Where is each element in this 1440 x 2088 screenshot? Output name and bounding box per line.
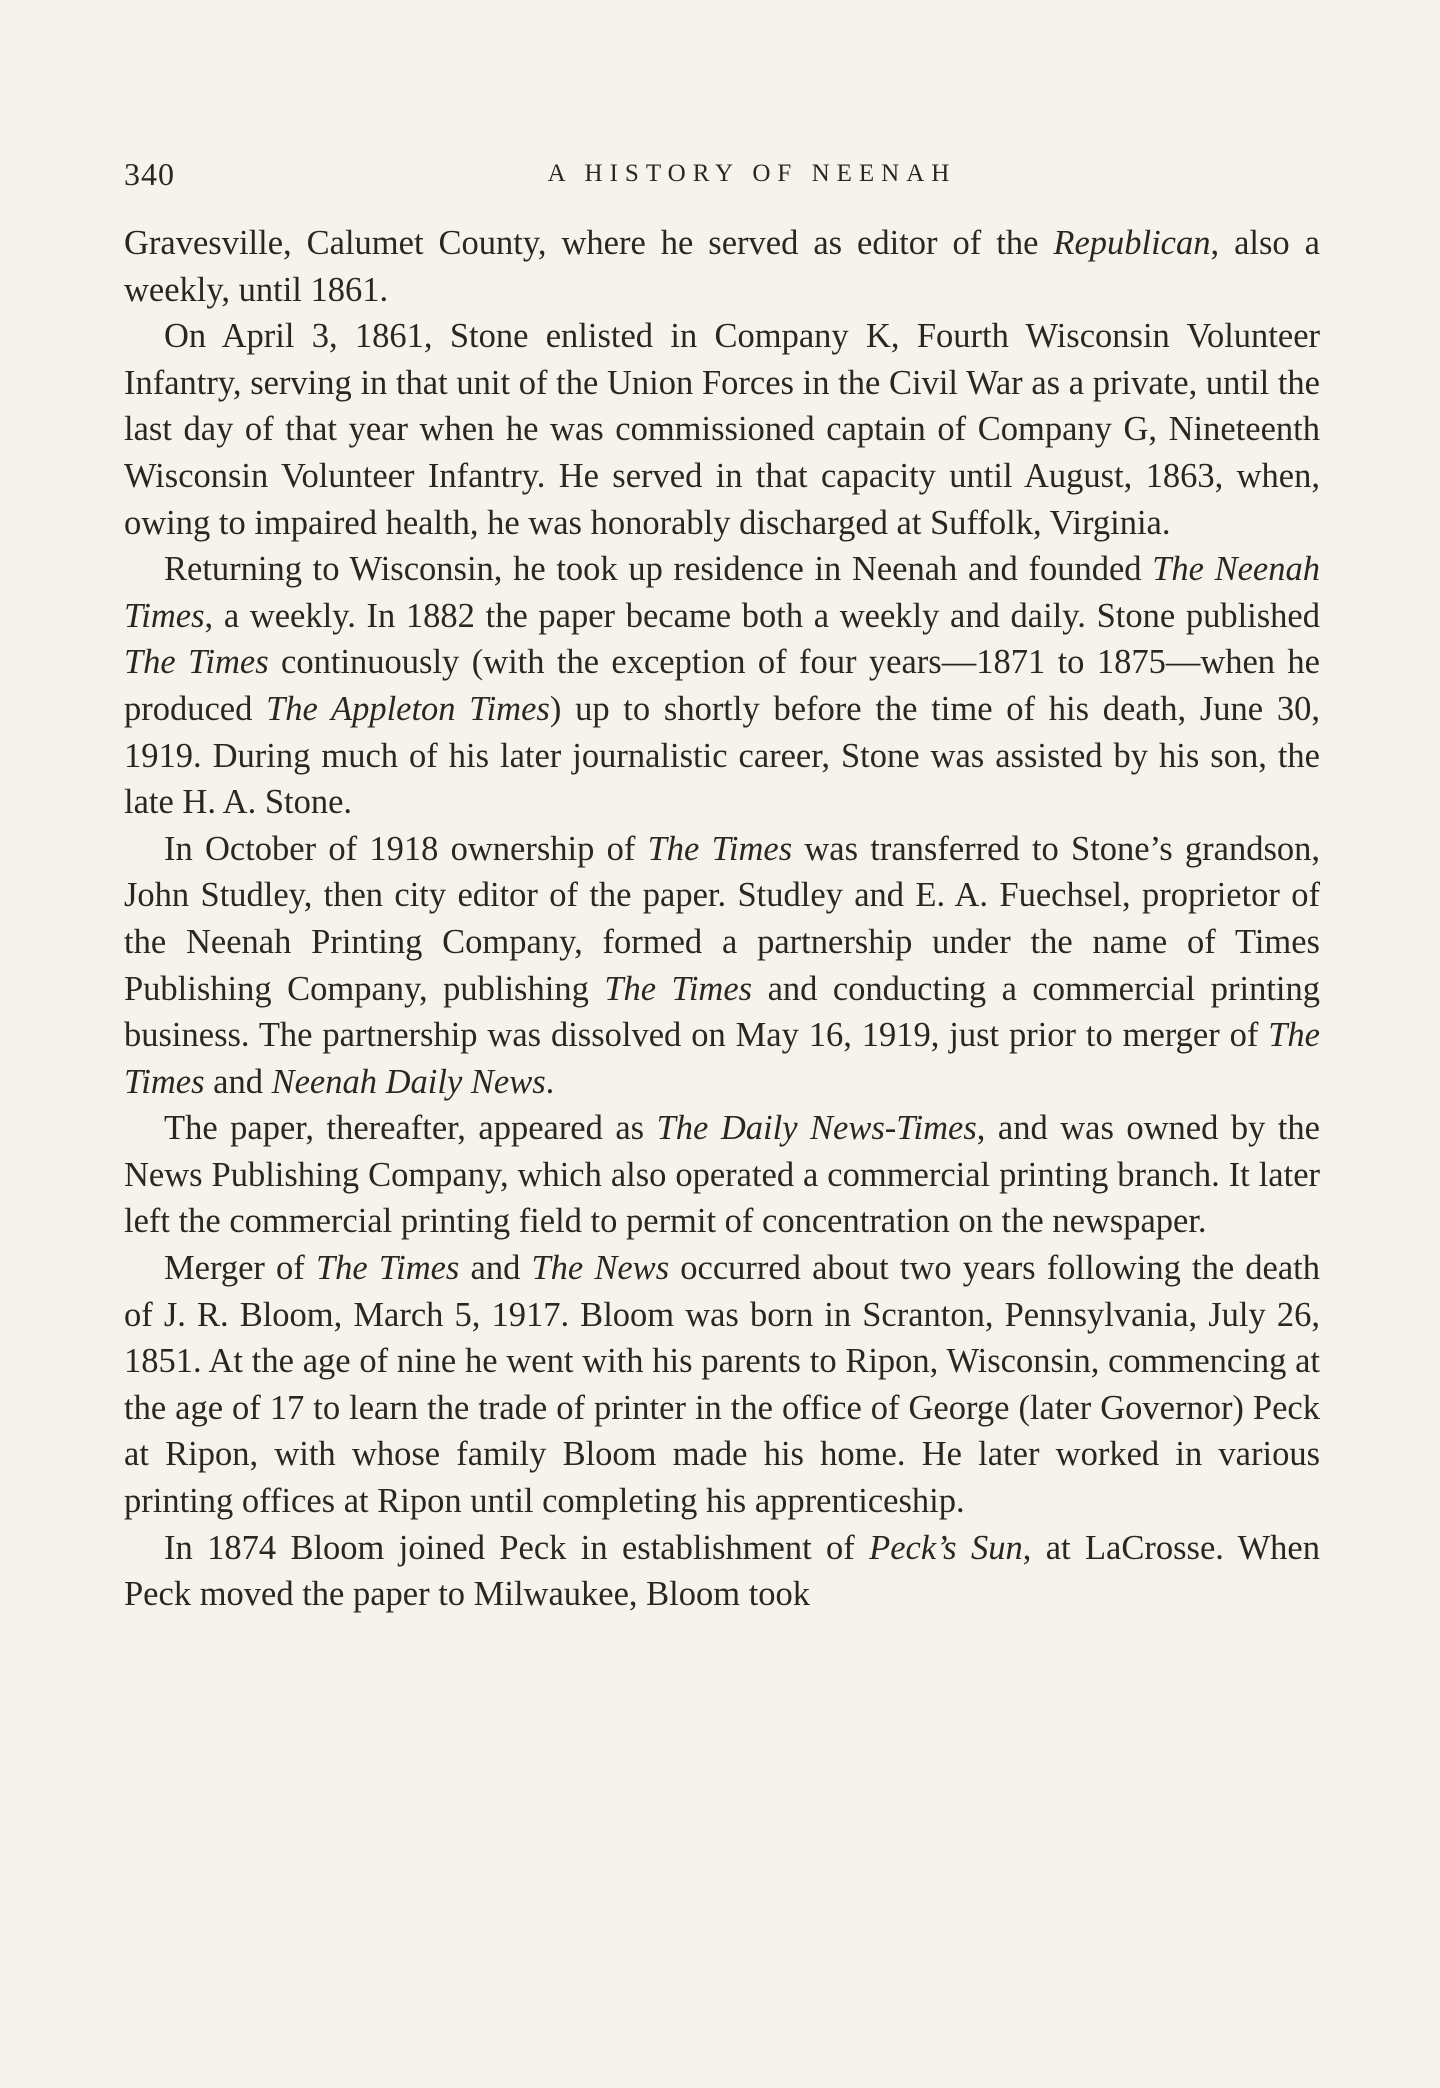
paragraph (124, 313, 1320, 546)
italic-title: The News (531, 1249, 670, 1288)
italic-title: The Times (124, 1016, 1320, 1101)
page-header (124, 156, 1320, 196)
text-run: , a weekly. In 1882 the paper became both a weekly and daily. Stone published (204, 596, 1320, 635)
running-title: A HISTORY OF NEENAH (547, 160, 957, 187)
text-run: ) up to shortly before the time of his death, June 30, 1919. During much of his later journalistic career, Stone was assisted by his son, the late H. A. Stone. (124, 689, 1320, 822)
text-run: Returning to Wisconsin, he took up residence in Neenah and founded (164, 550, 1153, 589)
text-run: The paper, thereafter, appeared as (164, 1109, 657, 1148)
italic-title: Peck’s Sun (869, 1528, 1023, 1567)
italic-title: Neenah Daily News (271, 1062, 546, 1101)
italic-title: The Appleton Times (266, 689, 550, 728)
text-run: . (545, 1062, 555, 1101)
text-run: , at LaCrosse. When Peck moved the paper to Milwaukee, Bloom took (124, 1528, 1320, 1614)
text-run: and (459, 1249, 532, 1288)
text-run: In 1874 Bloom joined Peck in establishment of (164, 1528, 870, 1567)
body-text (124, 220, 1320, 1618)
italic-title: The Times (647, 829, 793, 868)
italic-title: The Daily News-Times (656, 1109, 977, 1148)
italic-title: Republican (1053, 224, 1211, 262)
text-run: , also a weekly, until 1861. (124, 224, 1320, 309)
text-run: was transferred to Stone’s grandson, John Studley, then city editor of the paper. Studley and E. A. Fuechsel, proprietor of the Neenah Printing Company, formed a partnership under the name of Times Publishing Company, publishing (124, 829, 1320, 1008)
italic-title: The Neenah Times (124, 550, 1320, 635)
paragraph (124, 1525, 1320, 1618)
italic-title: The Times (604, 969, 753, 1008)
text-run: and (204, 1062, 272, 1101)
text-run: Merger of (164, 1249, 316, 1288)
paragraph (124, 1105, 1320, 1245)
text-run: occurred about two years following the death of J. R. Bloom, March 5, 1917. Bloom was born in Scranton, Pennsylvania, July 26, 1851. At the age of nine he went with his parents to Ripon, Wisconsin, commencing at the age of 17 to learn the trade of printer in the office of George (later Governor) Peck at Ripon, with whose family Bloom made his home. He later worked in various printing offices at Ripon until completing his apprenticeship. (124, 1249, 1320, 1521)
paragraph (124, 826, 1320, 1106)
paragraph (124, 220, 1320, 313)
text-run: continuously (with the exception of four years—1871 to 1875—when he produced (124, 643, 1320, 728)
italic-title: The Times (124, 643, 269, 682)
text-run: In October of 1918 ownership of (164, 829, 648, 868)
text-run: On April 3, 1861, Stone enlisted in Company K, Fourth Wisconsin Volunteer Infantry, serving in that unit of the Union Forces in the Civil War as a private, until the last day of that year when he was commissioned captain of Company G, Nineteenth Wisconsin Volunteer Infantry. He served in that capacity until August, 1863, when, owing to impaired health, he was honorably discharged at Suffolk, Virginia. (124, 317, 1320, 542)
text-run: and conducting a commercial printing business. The partnership was dissolved on May 16, 1919, just prior to merger of (124, 969, 1320, 1055)
text-run: Gravesville, Calumet County, where he served as editor of the (124, 224, 1054, 262)
paragraph (124, 1245, 1320, 1525)
paragraph (124, 546, 1320, 826)
text-run: , and was owned by the News Publishing Company, which also operated a commercial printing branch. It later left the commercial printing field to permit of concentration on the newspaper. (124, 1109, 1320, 1241)
italic-title: The Times (315, 1249, 460, 1288)
page-number: 340 (124, 156, 175, 192)
